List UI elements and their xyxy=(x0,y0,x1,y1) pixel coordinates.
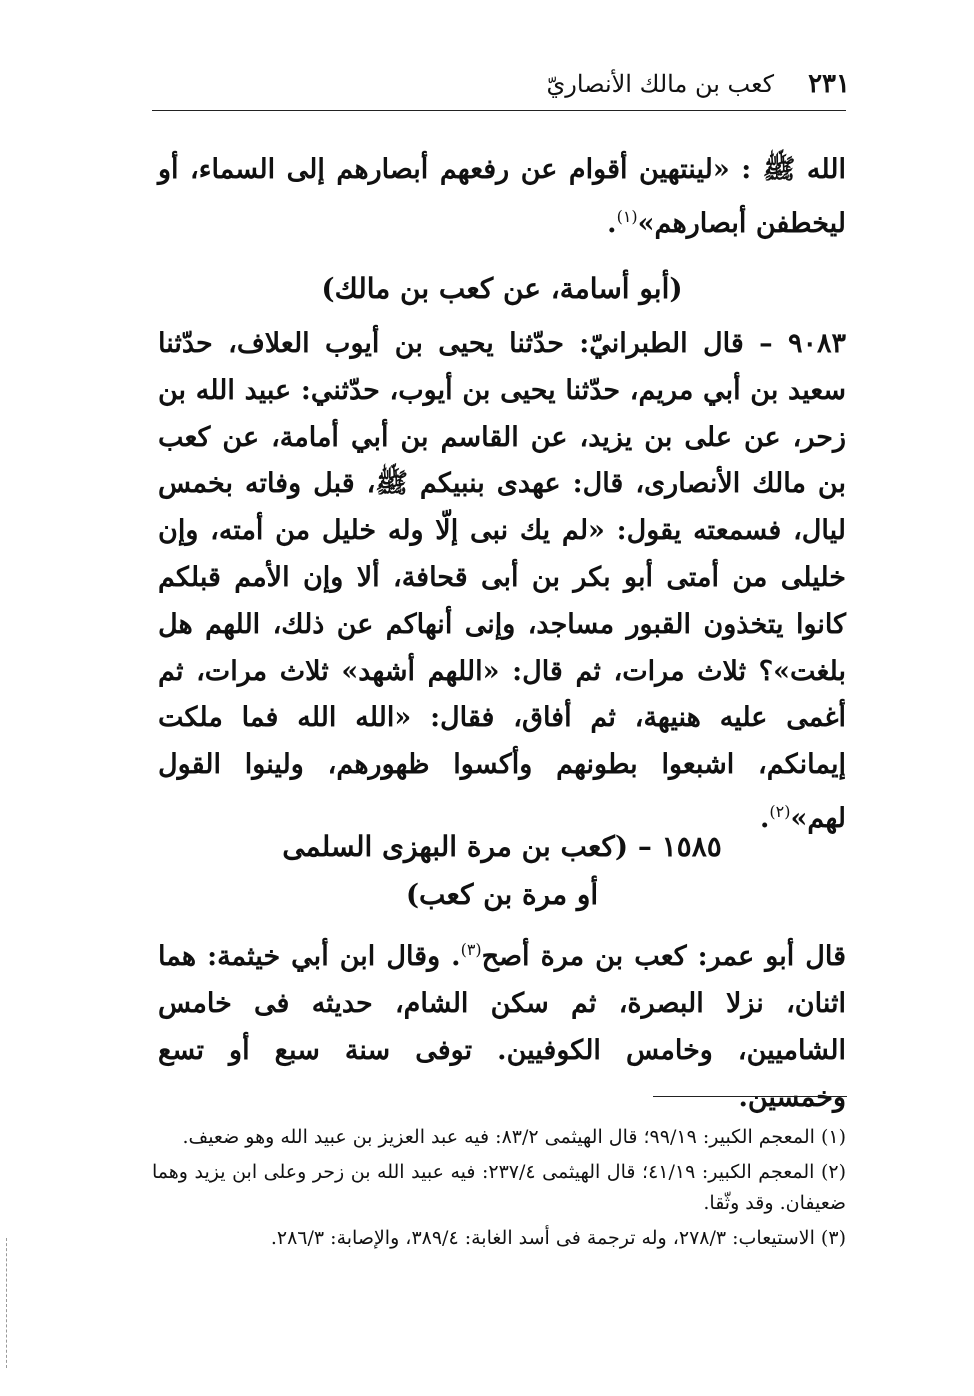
footnote-1: (١) المعجم الكبير: ٩٩/١٩؛ قال الهيثمى ٨٣/٢: فيه عبد العزيز بن عبيد الله وهو ضعيف. xyxy=(182,1126,846,1148)
footnote-ref-3: (٣) xyxy=(460,940,482,959)
header-rule xyxy=(152,110,846,111)
running-title: كعب بن مالك الأنصاريّ xyxy=(546,70,775,98)
chain-heading: (أبو أسامة، عن كعب بن مالك) xyxy=(321,272,683,305)
bio-text-b: . وقال ابن أبي خيثمة: هما اثنان، نزلا البصرة، ثم سكن الشام، حديثه فى خامس الشاميين، وخامس الكوفيين. توفى سنة سبع أو تسع وخمسين. xyxy=(158,941,846,1113)
page-number: ٢٣١ xyxy=(808,69,850,99)
paragraph-continuation xyxy=(158,146,846,247)
page-header xyxy=(150,62,850,106)
entry-heading-line1: ١٥٨٥ – (كعب بن مرة البهزى السلمى xyxy=(282,830,722,863)
footnotes xyxy=(152,1122,846,1258)
paragraph-end: . xyxy=(607,208,617,239)
hadith-end: . xyxy=(759,802,770,834)
footnote-3: (٣) الاستيعاب: ٢٧٨/٣، وله ترجمة فى أسد الغابة: ٣٨٩/٤، والإصابة: ٢٨٦/٣. xyxy=(270,1227,846,1249)
footnote-ref-1: (١) xyxy=(616,207,638,226)
paragraph-text: الله ﷺ : «لينتهين أقوام عن رفعهم أبصارهم إلى السماء، أو ليخطفن أبصارهم» xyxy=(158,154,846,239)
scan-edge-mark xyxy=(6,1238,8,1368)
biography-paragraph xyxy=(158,926,846,1121)
hadith-text: ٩٠٨٣ – قال الطبرانيّ: حدّثنا يحيى بن أيوب العلاف، حدّثنا سعيد بن أبي مريم، حدّثنا يحيى بن أيوب، حدّثني: عبيد الله بن زحر، عن على بن يزيد، عن القاسم بن أبي أمامة، عن كعب بن مالك الأنصارى، قال: عهدى بنبيكم ﷺ، قبل وفاته بخمس ليال، فسمعته يقول: «لم يك نبى إلّا وله خليل من أمته، وإن خليلى من أمتى أبو بكر بن أبى قحافة، ألا وإن الأمم قبلكم كانوا يتخذون القبور مساجد، وإنى أنهاكم عن ذلك، اللهم هل بلغت»؟ ثلاث مرات، ثم قال: «اللهم أشهد» ثلاث مرات، ثم أغمى عليه هنيهة، ثم أفاق، فقال: «الله الله فما ملكت إيمانكم، اشبعوا بطونهم وأكسوا ظهورهم، ولينوا القول لهم» xyxy=(158,328,847,834)
footnote-2: (٢) المعجم الكبير: ٤١/١٩؛ قال الهيثمى ٢٣٧/٤: فيه عبيد الله بن زحر وعلى ابن يزيد وهما ضعيفان. وقد وثّقا. xyxy=(152,1161,847,1214)
footnote-rule xyxy=(653,1096,847,1097)
entry-heading-line2: أو مرة بن كعب) xyxy=(405,878,599,911)
hadith-paragraph xyxy=(158,321,846,843)
bio-text-a: قال أبو عمر: كعب بن مرة أصح xyxy=(481,941,847,972)
footnote-ref-2: (٢) xyxy=(769,801,791,821)
